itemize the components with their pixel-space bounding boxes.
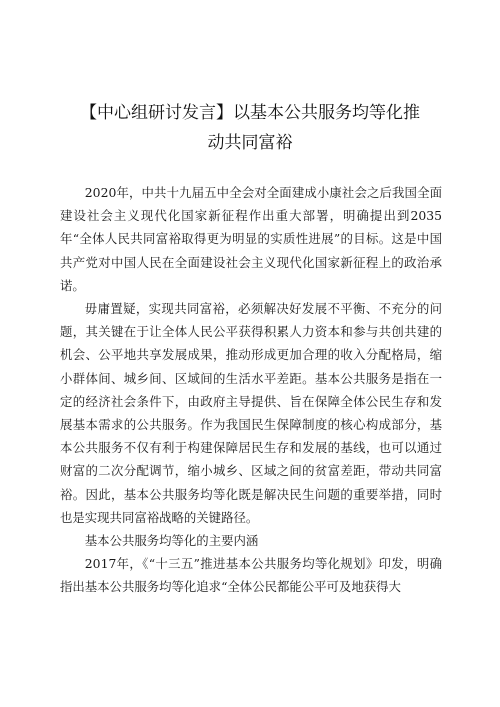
paragraph-2: 毋庸置疑，实现共同富裕，必须解决好发展不平衡、不充分的问题，其关键在于让全体人民公平获得积累人力资本和参与共创共建的机会、公平地共享发展成果，推动形成更加合理的收入分配格局，缩小群体间、城乡间、区域间的生活水平差距。基本公共服务是指在一定的经济社会条件下，由政府主导提供、旨在保障全体公民生存和发展基本需求的公共服务。作为我国民生保障制度的核心构成部分，基本公共服务不仅有利于构建保障居民生存和发展的基线，也可以通过财富的二次分配调节，缩小城乡、区域之间的贫富差距，带动共同富裕。因此，基本公共服务均等化既是解决民生问题的重要举措，同时也是实现共同富裕战略的关键路径。 (60, 301, 442, 525)
document-body (60, 181, 442, 599)
paragraph-3: 2017年，《“十三五”推进基本公共服务均等化规划》印发，明确指出基本公共服务均等化追求“全体公民都能公平可及地获得大 (60, 556, 442, 595)
paragraph-1: 2020年，中共十九届五中全会对全面建成小康社会之后我国全面建设社会主义现代化国家新征程作出重大部署，明确提出到2035年“全体人民共同富裕取得更为明显的实质性进展”的目标。这是中国共产党对中国人民在全面建设社会主义现代化国家新征程上的政治承诺。 (60, 185, 442, 293)
title-line-2: 动共同富裕 (207, 133, 293, 153)
section-heading: 基本公共服务均等化的主要内涵 (84, 533, 259, 549)
document-title (60, 98, 440, 158)
title-line-1: 【中心组研讨发言】以基本公共服务均等化推 (80, 103, 420, 123)
